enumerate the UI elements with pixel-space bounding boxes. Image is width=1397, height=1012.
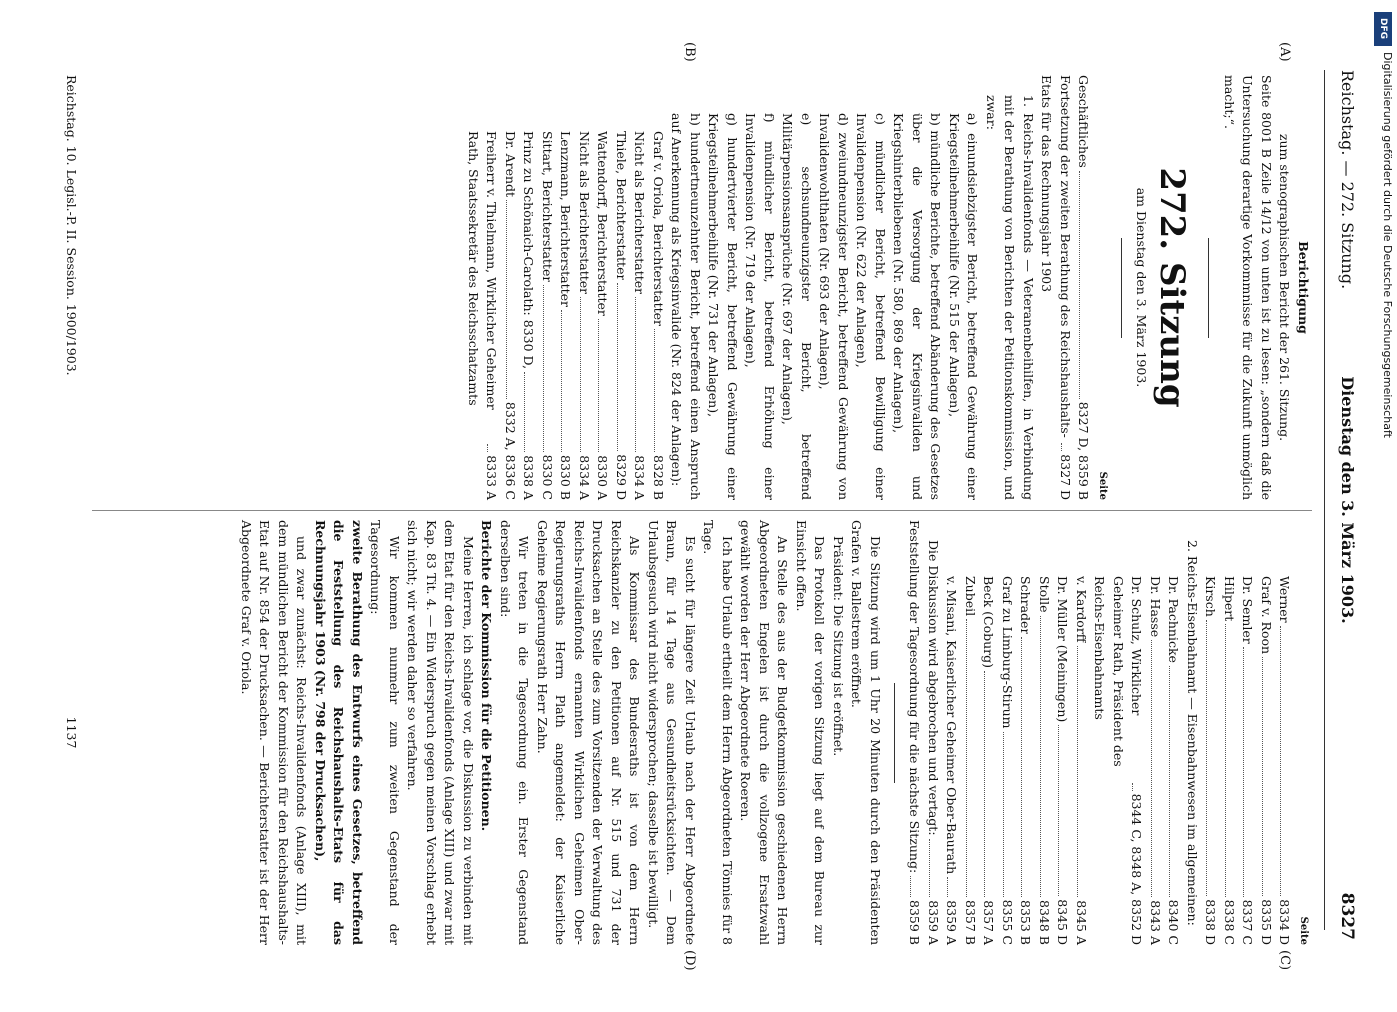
toc-entry-text: Stolle	[1037, 576, 1052, 613]
toc-page-ref: 8345 A	[1074, 900, 1089, 945]
toc-entry	[1072, 520, 1091, 945]
toc-entry	[556, 75, 575, 500]
toc-leader-dots	[1170, 666, 1171, 897]
toc-entry	[1074, 75, 1093, 500]
toc-entry	[612, 75, 631, 500]
toc-page-ref: 8334 D	[1277, 899, 1293, 945]
toc-page-ref: 8357 B	[963, 900, 978, 945]
toc-entry	[1164, 520, 1183, 945]
toc-entry	[464, 75, 501, 500]
toc-entry: a) einundsiebzigster Bericht, betreffend Gewährung einer Kriegsteilnehmerbeihilfe (Nr. 515 der Anlagen),	[947, 113, 981, 500]
session-date: am Dienstag den 3. März 1903.	[1134, 187, 1150, 388]
toc-entry	[593, 75, 612, 500]
toc-entry	[924, 520, 943, 945]
paragraph: Ich habe Urlaub ertheilt dem Herrn Abgeordneten Tönnies für 8 Tage.	[701, 520, 735, 945]
margin-mark-c: (C)	[1277, 950, 1292, 971]
erratum-title: Berichtigung	[1296, 241, 1311, 334]
toc-leader-dots	[1281, 626, 1282, 897]
toc-entry	[979, 520, 998, 945]
table-of-contents-left	[464, 75, 1093, 500]
toc-page-ref: 8330 C	[540, 454, 555, 500]
toc-page-ref: 8329 D	[614, 454, 629, 500]
paragraph: Als Kommissar des Bundesraths ist von dem Herrn Reichskanzler zu den Petitionen auf Nr. 515 und 731 der Drucksachen an Stelle des zum Vorsitzenden der Verwaltung des Reichs-Invalidenfonds ernannten Wirklichen Geheimen Ober-Regierungsraths Herrn Plath angemeldet: der Kaiserliche Geheime Regierungsrath Herr Zahn.	[535, 520, 643, 945]
toc-entry	[1220, 520, 1239, 945]
header-center: Dienstag den 3. März 1903.	[1338, 376, 1357, 624]
erratum-subtitle: zum stenographischen Bericht der 261. Sitzung.	[1277, 133, 1293, 442]
toc-entry: 1. Reichs-Invalidenfonds — Veteranenbeihilfen, in Verbindung mit der Berathung von Berichten der Petitionskommission, und zwar:	[984, 95, 1036, 500]
toc-entry-text: Nicht als Berichterstatter	[632, 131, 648, 295]
paragraph: Wir treten in die Tagesordnung ein. Erster Gegenstand derselben sind:	[498, 520, 532, 945]
toc-leader-dots	[948, 877, 949, 897]
margin-mark-d: (D)	[682, 950, 697, 971]
toc-entry-text: Dr. Schulz, Wirklicher Geheimer Rath, Präsident des Reichs-Eisenbahnamts	[1092, 576, 1145, 767]
toc-entry: c) mündlicher Bericht, betreffend Bewilligung einer Invalidenpension (Nr. 622 der Anlagen),	[854, 113, 888, 500]
running-header	[1327, 0, 1367, 1000]
toc-entry-text: Graf v. Oriola, Berichterstatter	[651, 131, 666, 326]
sidebar-credit: Digitalisierung gefördert durch die Deutsche Forschungsgemeinschaft	[1381, 52, 1394, 438]
toc-page-ref: 8327 D, 8359 B	[1076, 401, 1092, 500]
toc-entry-text: v. Misani, Kaiserlicher Geheimer Ober-Baurath	[944, 576, 960, 875]
toc-page-ref: 8338 A	[521, 455, 537, 500]
toc-page-ref: 8357 A	[981, 900, 997, 945]
toc-entry	[905, 520, 924, 945]
toc-entry: d) zweiundneunzigster Bericht, betreffend Gewährung von Invalidenwohlthaten (Nr. 693 der Anlagen),	[817, 113, 851, 500]
proceedings-text	[237, 520, 885, 945]
toc-entry-text: Dr. Müller (Meiningen)	[1055, 576, 1071, 723]
section-heading: Berichte der Kommission für die Petitionen.	[479, 520, 495, 832]
toc-leader-dots	[562, 310, 563, 452]
toc-entry-text: Dr. Semler	[1240, 576, 1256, 644]
toc-entry-text: Fortsetzung der zweiten Berathung des Reichshaushalts-Etats für das Rechnungsjahr 1903	[1039, 75, 1073, 438]
toc-entry	[649, 75, 668, 500]
toc-leader-dots	[1151, 640, 1152, 897]
toc-entry: b) mündliche Berichte, betreffend Abänderung des Gesetzes über die Versorgung der Kriegsinvaliden und Kriegshinterbliebenen (Nr. 580, 869 der Anlagen),	[891, 113, 944, 500]
toc-leader-dots	[617, 283, 618, 451]
toc-entry-text: Thiele, Berichterstatter	[614, 131, 629, 281]
paragraph: Präsident: Die Sitzung ist eröffnet.	[831, 536, 846, 757]
toc-entry	[1016, 520, 1035, 945]
toc-leader-dots	[488, 444, 489, 452]
toc-leader-dots	[985, 671, 986, 897]
paragraph: Die Sitzung wird um 1 Uhr 20 Minuten durch den Präsidenten Grafen v. Ballestrem eröffnet.	[849, 520, 883, 945]
toc-entry-text: Dr. Pachnicke	[1166, 576, 1182, 663]
toc-page-ref: 8340 C	[1166, 899, 1182, 945]
erratum-text: Seite 8001 B Zeile 14/12 von unten ist zu lesen: „sondern daß die Untersuchung derartige Vorkommnisse für die Zukunft unmöglich macht;“.	[1222, 75, 1274, 500]
toc-entry-text: Wattendorff, Berichterstatter	[595, 131, 611, 316]
table-of-contents-right	[905, 520, 1294, 945]
toc-entry-text: Sittart, Berichterstatter	[540, 131, 555, 283]
toc-entry	[1146, 520, 1165, 945]
toc-entry	[1035, 520, 1054, 945]
separator	[1209, 238, 1210, 338]
toc-entry	[942, 520, 961, 945]
toc-entry	[961, 520, 980, 945]
toc-leader-dots	[911, 876, 912, 897]
header-left: Reichstag. — 272. Sitzung.	[1338, 70, 1357, 290]
toc-page-ref: 8345 D	[1055, 899, 1071, 945]
toc-leader-dots	[506, 200, 507, 399]
toc-entry-text: Nicht als Berichterstatter	[577, 131, 592, 295]
toc-entry: f) mündlicher Bericht, betreffend Erhöhung einer Invalidenpension (Nr. 719 der Anlagen),	[743, 113, 777, 500]
seite-label: Seite	[1298, 916, 1309, 945]
toc-entry-text: Graf zu Limburg-Stirum	[1000, 576, 1015, 729]
toc-page-ref: 8328 B	[651, 455, 666, 500]
signature-number: 1137	[64, 716, 79, 749]
toc-entry	[1275, 520, 1294, 945]
toc-entry	[1238, 520, 1257, 945]
toc-leader-dots	[599, 319, 600, 452]
toc-leader-dots	[1262, 657, 1263, 896]
toc-page-ref: 8359 B	[907, 900, 923, 945]
paragraph: An Stelle des aus der Budgetkommission geschiedenen Herrn Abgeordneten Engelen ist durch die vollzogene Ersatzwahl gewählt worden der Herr Abgeordnete Roeren.	[738, 520, 791, 945]
toc-page-ref: 8338 C	[1222, 899, 1237, 945]
paragraph: Wir kommen nunmehr zum zweiten Gegenstand der Tagesordnung:	[368, 520, 402, 945]
session-title: 272. Sitzung	[1152, 167, 1193, 408]
toc-page-ref: 8332 A, 8336 C	[503, 401, 518, 500]
toc-entry	[575, 75, 594, 500]
toc-leader-dots	[654, 329, 655, 452]
toc-page-ref: 8359 A	[926, 900, 941, 945]
toc-entry-text: Lenzmann, Berichterstatter	[558, 131, 574, 308]
toc-leader-dots	[1061, 443, 1062, 451]
toc-entry-text: Dr. Hasse	[1148, 576, 1163, 638]
toc-page-ref: 8330 B	[558, 455, 574, 500]
toc-entry-text: Werner	[1277, 576, 1293, 623]
toc-page-ref: 8344 C, 8348 A, 8352 D	[1129, 793, 1145, 945]
toc-page-ref: 8337 C	[1240, 899, 1256, 945]
toc-entry	[630, 75, 649, 500]
toc-entry-text: Geschäftliches	[1076, 75, 1092, 168]
toc-entry	[1053, 520, 1072, 945]
toc-leader-dots	[1003, 732, 1004, 897]
header-page-number: 8327	[1337, 892, 1357, 940]
margin-mark-b: (B)	[682, 42, 697, 62]
toc-leader-dots	[929, 839, 930, 898]
toc-entry	[501, 75, 520, 500]
toc-page-ref: 8338 D	[1203, 899, 1219, 945]
toc-leader-dots	[1040, 616, 1041, 898]
seite-label: Seite	[1097, 471, 1108, 500]
toc-leader-dots	[525, 372, 526, 452]
toc-entry: h) hundertneunzehnter Bericht, betreffend einen Anspruch auf Anerkennung als Kriegsinvalide (Nr. 824 der Anlagen):	[669, 113, 703, 500]
toc-page-ref: 8343 A	[1148, 900, 1163, 945]
section-heading: zweite Berathung des Entwurfs eines Gesetzes, betreffend die Feststellung des Reichshaushalts-Etats für das Rechnungsjahr 1903 (Nr. 798 der Drucksachen),	[313, 520, 365, 945]
toc-leader-dots	[1244, 647, 1245, 897]
toc-page-ref: 8353 B	[1018, 900, 1034, 945]
toc-leader-dots	[580, 297, 581, 452]
toc-leader-dots	[1077, 646, 1078, 898]
toc-page-ref: 8335 D	[1259, 899, 1274, 945]
toc-entry-text: Die Diskussion wird abgebrochen und vertagt:	[926, 540, 941, 836]
toc-entry	[1090, 520, 1146, 945]
left-column	[464, 75, 1313, 500]
toc-leader-dots	[1225, 624, 1226, 896]
toc-leader-dots	[636, 297, 637, 452]
toc-page-ref: 8330 A	[595, 455, 611, 500]
toc-entry-text: Hilpert	[1222, 576, 1237, 622]
margin-mark-a: (A)	[1277, 42, 1292, 62]
toc-entry-text: Prinz zu Schönaich-Carolath: 8330 D,	[521, 131, 537, 370]
toc-leader-dots	[1080, 171, 1081, 399]
toc-entry	[1037, 75, 1074, 500]
toc-entry	[1257, 520, 1276, 945]
header-rule	[1324, 70, 1325, 930]
dfg-logo: DFG	[1374, 12, 1392, 46]
toc-leader-dots	[543, 285, 544, 451]
toc-page-ref: 8359 A	[944, 900, 960, 945]
toc-entry-text: Dr. Arendt	[503, 131, 518, 198]
paragraph: Es sucht für längere Zeit Urlaub nach der Herr Abgeordnete Braun, für 14 Tage aus Gesundheitsrücksichten. — Dem Urlaubsgesuch wird nicht widersprochen; dasselbe ist bewilligt.	[646, 520, 698, 945]
toc-entry-text: Kirsch	[1203, 576, 1219, 617]
right-column	[237, 520, 1313, 945]
toc-entry-text: Schrader	[1018, 576, 1034, 635]
toc-entry: e) sechsundneunzigster Bericht, betreffend Militärpensionsansprüche (Nr. 697 der Anlagen),	[780, 113, 814, 500]
toc-leader-dots	[1207, 620, 1208, 896]
toc-page-ref: 8334 A	[577, 455, 592, 500]
paragraph: Das Protokoll der vorigen Sitzung liegt auf dem Bureau zur Einsicht offen.	[794, 520, 828, 945]
separator	[894, 683, 895, 783]
toc-entry: g) hundertvierter Bericht, betreffend Gewährung einer Kriegsteilnehmerbeihilfe (Nr. 731 der Anlagen),	[706, 113, 740, 500]
toc-entry-text: Freiherr v. Thielmann, Wirklicher Geheimer Rath, Staatssekretär des Reichsschatzamts	[466, 131, 500, 410]
paragraph: Meine Herren, ich schlage vor, die Diskussion zu verbinden mit dem Etat für den Reichs-Invalidenfonds (Anlage XIII) und zwar mit Kap. 83 Tit. 4. — Ein Widerspruch gegen meinen Vorschlag erhebt sich nicht; wir werden daher so verfahren.	[405, 520, 476, 945]
toc-entry	[538, 75, 557, 500]
toc-entry-text: Zubeil	[963, 576, 978, 617]
toc-leader-dots	[1022, 637, 1023, 897]
toc-entry: 2. Reichs-Eisenbahnamt — Eisenbahnwesen im allgemeinen:	[1185, 540, 1200, 926]
paragraph: und zwar zunächst: Reichs-Invalidenfonds (Anlage XIII), mit dem mündlichen Bericht der Kommission für den Reichshaushalts-Etat auf Nr. 854 der Drucksachen. — Berichterstatter ist der Herr Abgeordnete Graf v. Oriola.	[239, 520, 310, 945]
toc-entry	[998, 520, 1017, 945]
toc-entry-text: Beck (Coburg)	[981, 576, 997, 669]
footer-note: Reichstag. 10. Legisl.-P. II. Session. 1900/1903.	[64, 75, 79, 376]
toc-page-ref: 8348 B	[1037, 900, 1052, 945]
toc-page-ref: 8355 C	[1000, 899, 1015, 945]
toc-leader-dots	[1133, 783, 1134, 791]
toc-entry-text: v. Kardorff	[1074, 576, 1089, 643]
toc-page-ref: 8327 D	[1058, 454, 1073, 500]
column-divider	[92, 510, 1312, 511]
toc-leader-dots	[1059, 725, 1060, 896]
toc-entry-text: Graf v. Roon	[1259, 576, 1274, 655]
toc-entry	[1201, 520, 1220, 945]
separator	[1121, 238, 1122, 338]
toc-page-ref: 8333 A	[484, 455, 500, 500]
toc-leader-dots	[966, 619, 967, 897]
digitization-sidebar	[1372, 12, 1394, 988]
toc-page-ref: 8334 A	[632, 455, 648, 500]
toc-entry-text: Feststellung der Tagesordnung für die nächste Sitzung:	[907, 520, 923, 874]
toc-entry	[519, 75, 538, 500]
